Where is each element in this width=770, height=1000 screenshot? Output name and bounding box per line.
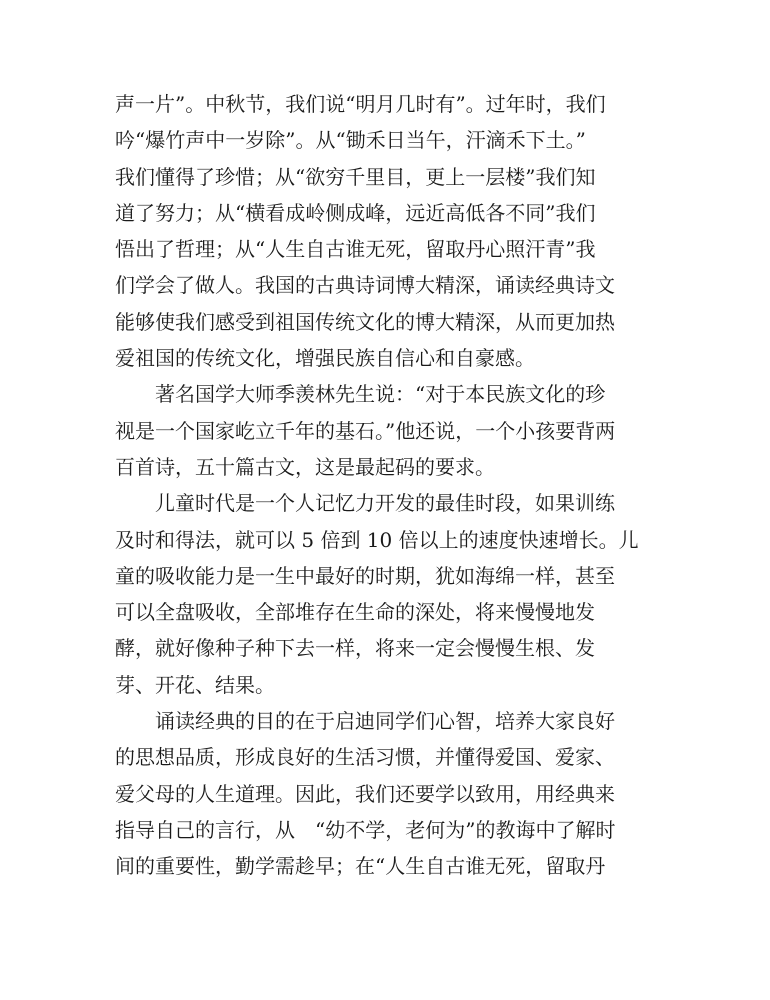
text-line: 指导自己的言行，从 “幼不学，老何为”的教诲中了解时: [115, 817, 616, 842]
text-line: 道了努力；从“横看成岭侧成峰，远近高低各不同”我们: [115, 200, 596, 225]
text-line: 我们懂得了珍惜；从“欲穷千里目，更上一层楼”我们知: [115, 164, 596, 189]
text-line: 悟出了哲理；从“人生自古谁无死，留取丹心照汗青”我: [115, 237, 596, 262]
text-line: 著名国学大师季羡林先生说：“对于本民族文化的珍: [115, 382, 606, 407]
text-line: 声一片”。中秋节，我们说“明月几时有”。过年时，我们: [115, 92, 606, 116]
text-line: 芽、开花、结果。: [115, 672, 275, 697]
text-line: 视是一个国家屹立千年的基石。”他还说，一个小孩要背两: [115, 418, 616, 443]
text-line: 可以全盘吸收，全部堆存在生命的深处，将来慢慢地发: [115, 600, 595, 625]
text-line: 爱父母的人生道理。因此，我们还要学以致用，用经典来: [115, 781, 615, 806]
text-line: 间的重要性，勤学需趁早；在“人生自古谁无死，留取丹: [115, 854, 606, 879]
text-line: 童的吸收能力是一生中最好的时期，犹如海绵一样，甚至: [115, 563, 615, 588]
text-line: 的思想品质，形成良好的生活习惯，并懂得爱国、爱家、: [115, 745, 615, 770]
text-line: 儿童时代是一个人记忆力开发的最佳时段，如果训练: [115, 491, 615, 516]
text-line: 吟“爆竹声中一岁除”。从“锄禾日当午，汗滴禾下土。”: [115, 128, 586, 153]
text-line: 及时和得法，就可以 5 倍到 10 倍以上的速度快速增长。儿: [115, 527, 639, 552]
text-line: 酵，就好像种子种下去一样，将来一定会慢慢生根、发: [115, 636, 595, 661]
text-line: 能够使我们感受到祖国传统文化的博大精深，从而更加热: [115, 309, 615, 334]
document-body: [115, 86, 675, 885]
text-line: 诵读经典的目的在于启迪同学们心智，培养大家良好: [115, 709, 615, 734]
text-line: 们学会了做人。我国的古典诗词博大精深，诵读经典诗文: [115, 273, 615, 298]
text-line: 爱祖国的传统文化，增强民族自信心和自豪感。: [115, 346, 535, 371]
text-line: 百首诗，五十篇古文，这是最起码的要求。: [115, 454, 495, 479]
